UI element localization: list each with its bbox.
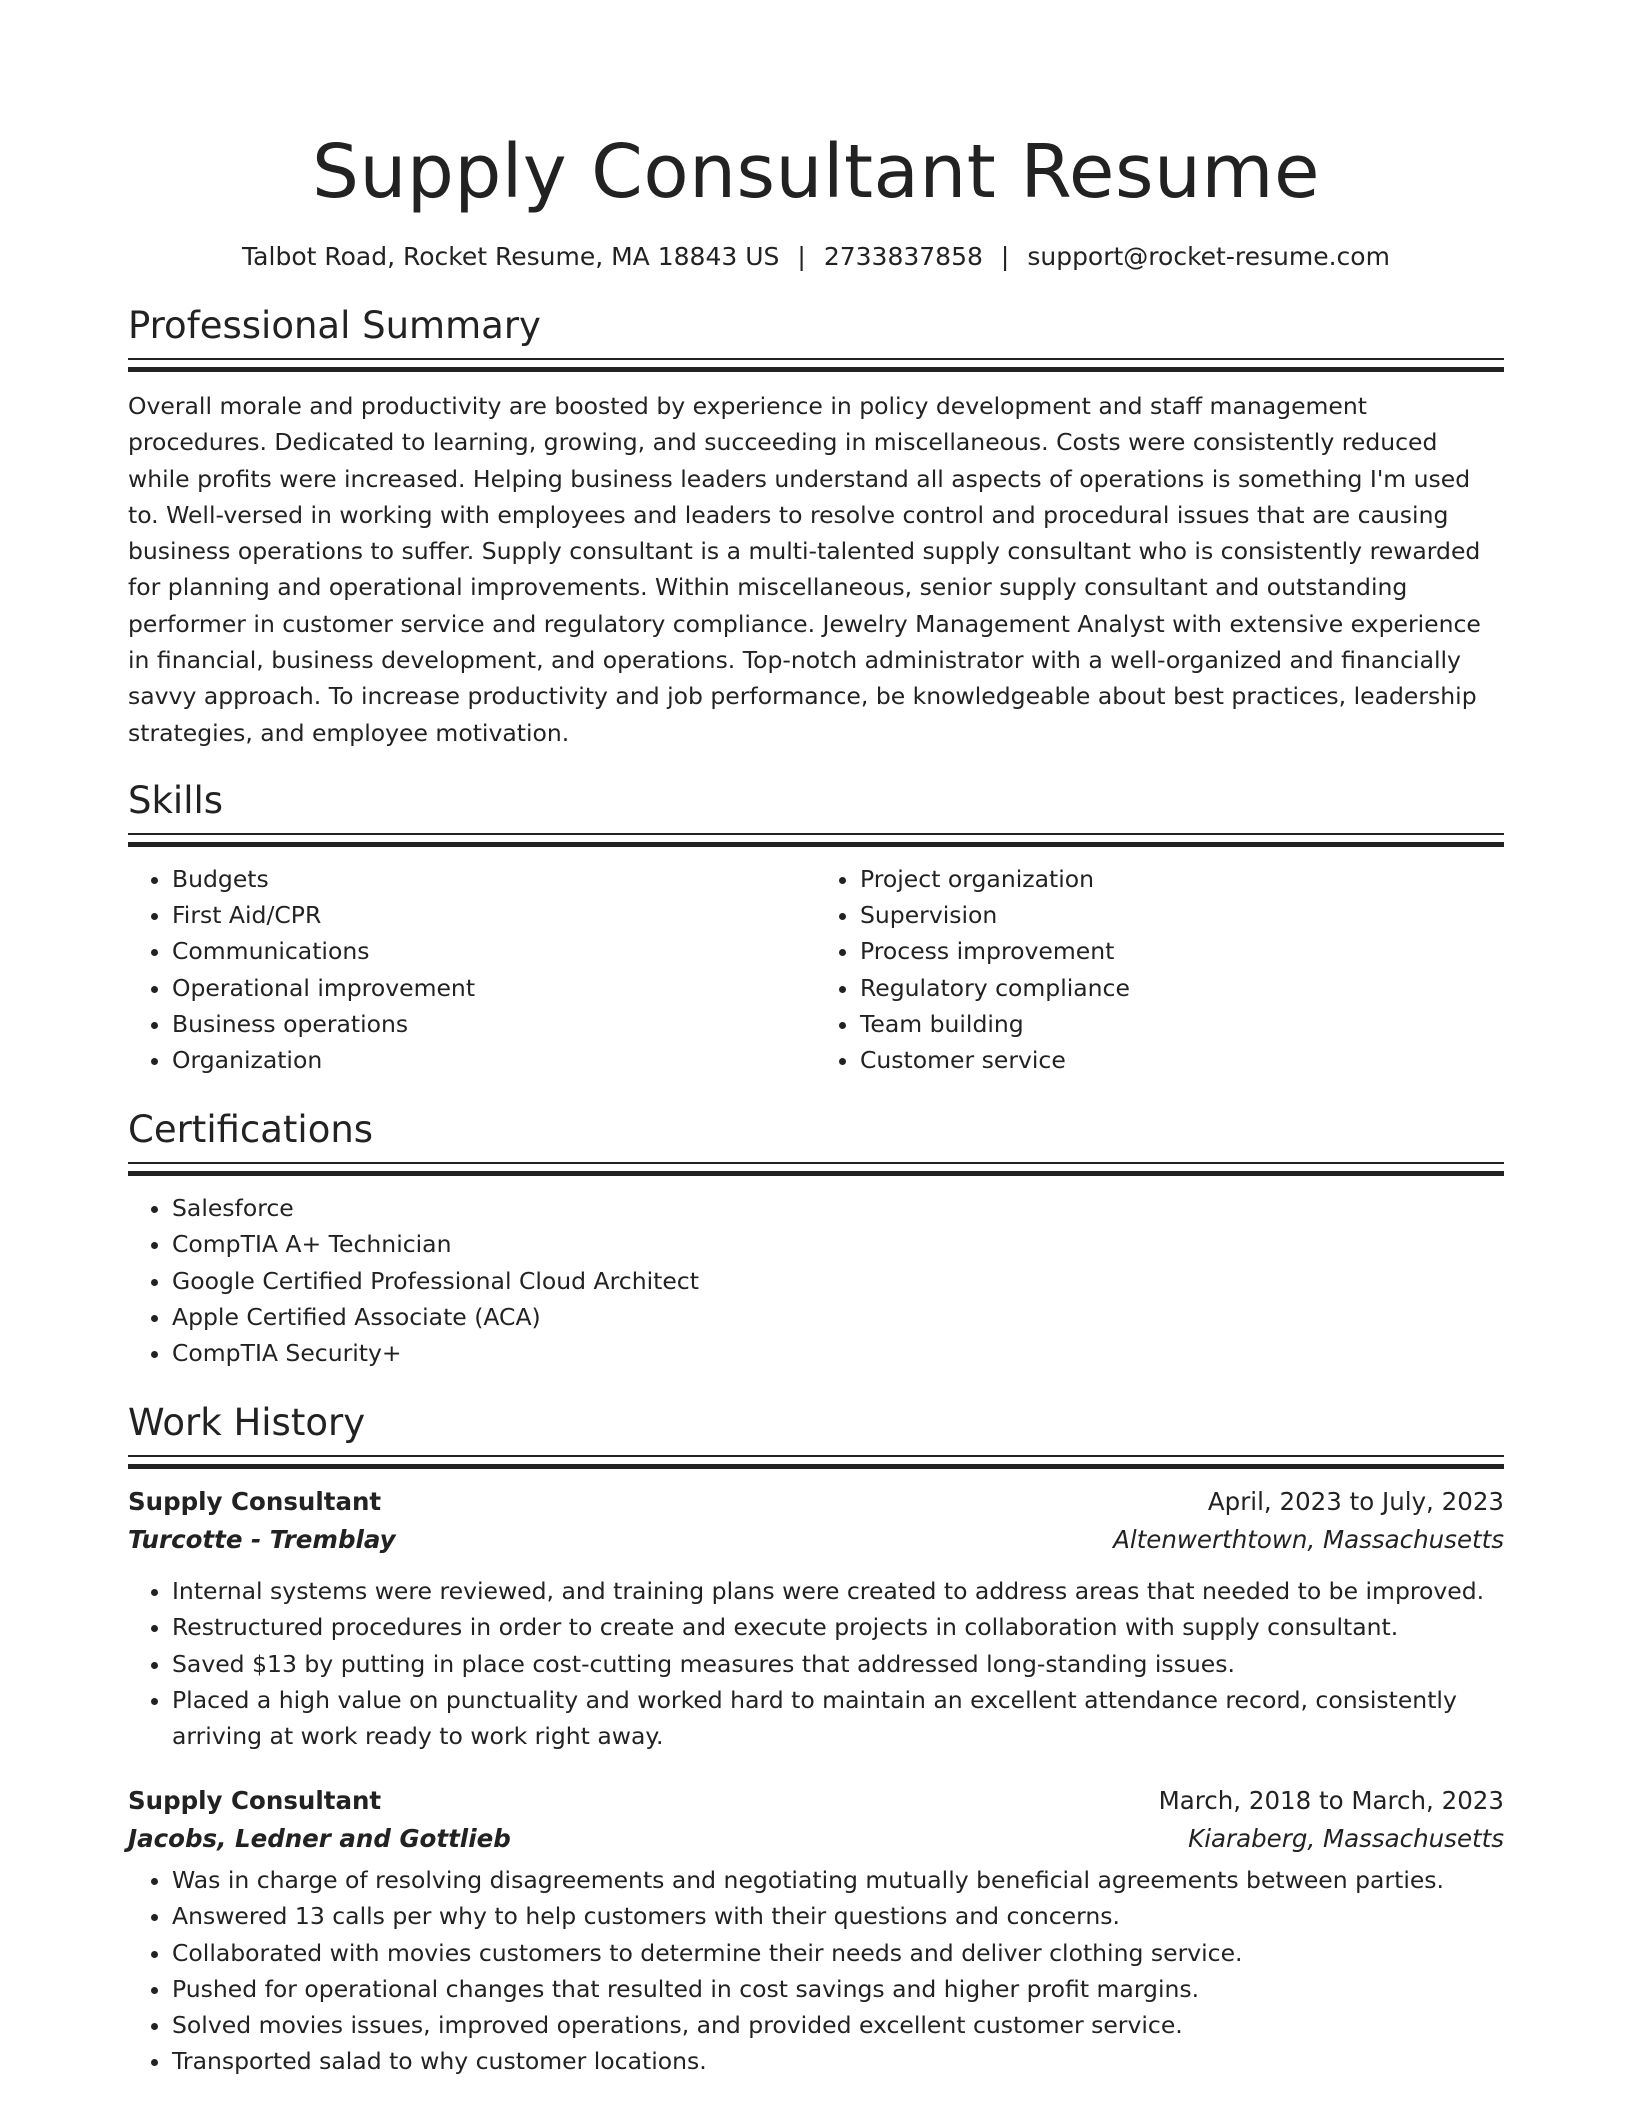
skill-item: • Budgets [172,861,816,897]
certification-item: • Salesforce [172,1190,1504,1226]
section-divider [128,1455,1504,1469]
skill-item: • Customer service [860,1042,1504,1078]
skill-item: • First Aid/CPR [172,897,816,933]
certification-item: • Apple Certified Associate (ACA) [172,1299,1504,1335]
skill-item: • Process improvement [860,933,1504,969]
certifications-section [128,1106,1504,1371]
contact-email: support@rocket-resume.com [1027,242,1390,271]
job-header [128,1483,1504,1521]
job-bullet: • Solved movies issues, improved operations, and provided excellent customer service. [172,2007,1504,2043]
certifications-list [128,1190,1504,1371]
skill-item: • Project organization [860,861,1504,897]
summary-section [128,302,1504,751]
skills-list-right [816,861,1504,1078]
summary-text: Overall morale and productivity are boosted by experience in policy development and staff management procedures. Dedicated to learning, growing, and succeeding in miscellaneous. Costs were consistently reduced while profits were increased. Helping business leaders understand all aspects of operations is something I'm used to. Well-versed in working with employees and leaders to resolve control and procedural issues that are causing business operations to suffer. Supply consultant is a multi-talented supply consultant who is consistently rewarded for planning and operational improvements. Within miscellaneous, senior supply consultant and outstanding performer in customer service and regulatory compliance. Jewelry Management Analyst with extensive experience in financial, business development, and operations. Top-notch administrator with a well-organized and financially savvy approach. To increase productivity and job performance, be knowledgeable about best practices, leadership strategies, and employee motivation. [128,392,1481,747]
section-divider [128,358,1504,372]
job-bullet: • Restructured procedures in order to create and execute projects in collaboration with supply consultant. [172,1609,1504,1645]
certification-item: • Google Certified Professional Cloud Architect [172,1263,1504,1299]
job-bullet: • Transported salad to why customer locations. [172,2043,1504,2079]
job-location: Altenwerthtown, Massachusetts [1113,1525,1504,1555]
job-title: Supply Consultant [128,1487,382,1517]
section-divider [128,1162,1504,1176]
contact-separator: | [797,242,806,271]
job-bullet: • Internal systems were reviewed, and training plans were created to address areas that needed to be improved. [172,1573,1504,1609]
contact-address: Talbot Road, Rocket Resume, MA 18843 US [242,242,780,271]
job-bullet: • Pushed for operational changes that resulted in cost savings and higher profit margins. [172,1971,1504,2007]
work-history-section [128,1399,1504,2079]
work-history-heading: Work History [128,1401,366,1445]
job-dates: April, 2023 to July, 2023 [1207,1487,1504,1517]
certification-item: • CompTIA A+ Technician [172,1226,1504,1262]
job-title: Supply Consultant [128,1786,382,1816]
contact-line [128,240,1504,274]
job-bullets [128,1862,1504,2079]
certification-item: • CompTIA Security+ [172,1335,1504,1371]
job-bullet: • Collaborated with movies customers to determine their needs and deliver clothing service. [172,1935,1504,1971]
certifications-heading: Certifications [128,1108,374,1152]
skill-item: • Business operations [172,1006,816,1042]
summary-heading: Professional Summary [128,304,541,347]
job-bullets [128,1573,1504,1754]
skill-item: • Supervision [860,897,1504,933]
job-entry [128,1483,1504,1754]
job-bullet: • Saved $13 by putting in place cost-cutting measures that addressed long-standing issues. [172,1646,1504,1682]
skills-heading: Skills [128,778,224,822]
job-bullet: • Answered 13 calls per why to help customers with their questions and concerns. [172,1898,1504,1934]
job-bullet: • Was in charge of resolving disagreements and negotiating mutually beneficial agreements between parties. [172,1862,1504,1898]
skill-item: • Team building [860,1006,1504,1042]
job-dates: March, 2018 to March, 2023 [1158,1786,1504,1816]
skills-columns [128,861,1504,1078]
job-header [128,1782,1504,1820]
contact-separator: | [1000,242,1010,271]
section-divider [128,833,1504,847]
job-location: Kiaraberg, Massachusetts [1188,1824,1504,1854]
skill-item: • Organization [172,1042,816,1078]
job-entry [128,1782,1504,2079]
skills-section [128,777,1504,1078]
skills-list-left [128,861,816,1078]
skill-item: • Regulatory compliance [860,970,1504,1006]
job-bullet: • Placed a high value on punctuality and worked hard to maintain an excellent attendance record, consistently arriving at work ready to work right away. [172,1682,1504,1754]
job-company: Jacobs, Ledner and Gottlieb [128,1824,511,1854]
page-title: Supply Consultant Resume [311,129,1321,215]
job-company: Turcotte - Tremblay [128,1525,396,1555]
skill-item: • Operational improvement [172,970,816,1006]
job-subheader [128,1521,1504,1559]
skill-item: • Communications [172,933,816,969]
contact-phone: 2733837858 [823,242,983,271]
job-subheader [128,1820,1504,1858]
